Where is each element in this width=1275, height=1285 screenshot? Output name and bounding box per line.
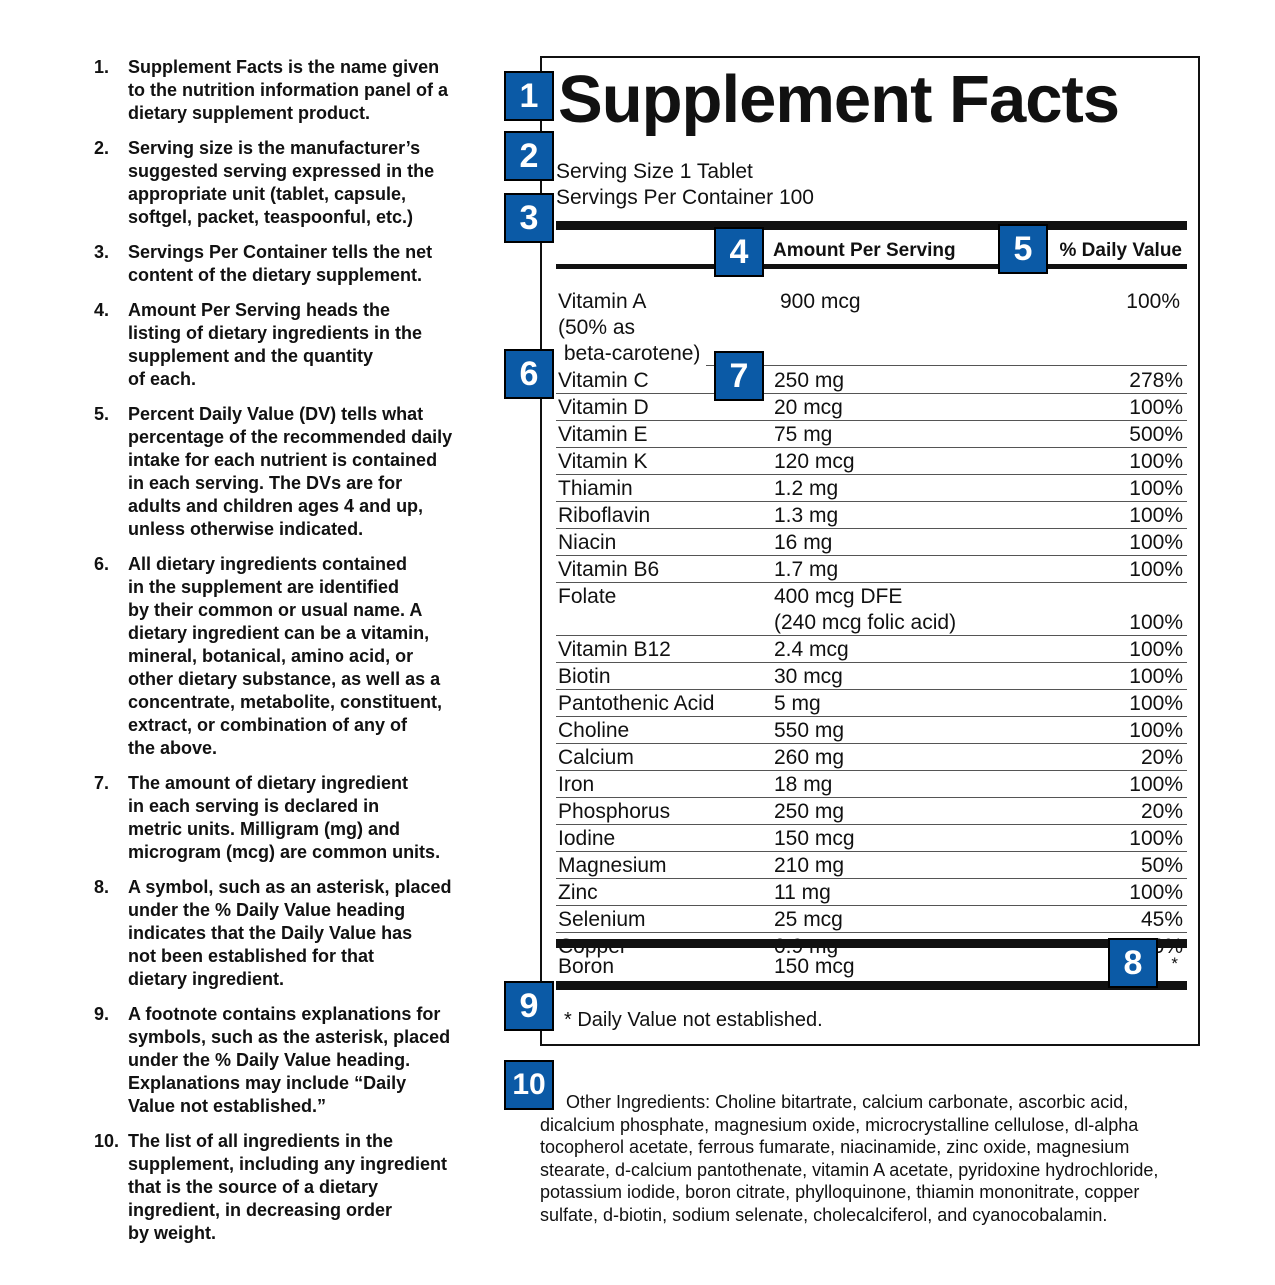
nutrient-amount: 400 mcg DFE bbox=[774, 585, 903, 608]
callout-badge-8: 8 bbox=[1108, 938, 1158, 988]
nutrient-amount: 150 mcg bbox=[774, 827, 855, 850]
nutrient-amount: 250 mg bbox=[774, 369, 845, 392]
item-text: The amount of dietary ingredient in each serving is declared in metric units. Milligram (mg) and microgram (mcg) are common units. bbox=[128, 773, 441, 862]
daily-value-header: % Daily Value bbox=[1059, 240, 1182, 261]
nutrient-name: Iron bbox=[558, 773, 595, 796]
nutrient-dv: 20% bbox=[1140, 800, 1183, 823]
thick-rule bbox=[556, 221, 1187, 230]
nutrient-row bbox=[556, 798, 1187, 825]
nutrient-row bbox=[556, 529, 1187, 556]
nutrient-name: Thiamin bbox=[558, 477, 633, 500]
nutrient-row bbox=[556, 367, 1187, 394]
nutrient-amount: 2.4 mcg bbox=[774, 638, 849, 661]
nutrient-name: Calcium bbox=[558, 746, 634, 769]
panel-title: Supplement Facts bbox=[558, 62, 1120, 137]
other-ingredients-text: Other Ingredients: Choline bitartrate, calcium carbonate, ascorbic acid, bbox=[566, 1092, 1129, 1112]
item-number: 2. bbox=[94, 138, 110, 158]
item-text: A footnote contains explanations for symbols, such as the asterisk, placed under the % Daily Value heading. Explanations may include “Daily Value not established.” bbox=[128, 1004, 451, 1116]
vitamin-a-note: (50% as bbox=[558, 316, 636, 339]
callout-badge-9: 9 bbox=[504, 981, 554, 1031]
nutrient-name: Magnesium bbox=[558, 854, 667, 877]
nutrient-amount: 1.2 mg bbox=[774, 477, 839, 500]
nutrient-amount: 16 mg bbox=[774, 531, 833, 554]
explanation-list bbox=[94, 56, 484, 1257]
nutrient-name: Niacin bbox=[558, 531, 617, 554]
callout-badge-6: 6 bbox=[504, 349, 554, 399]
nutrient-amount: 550 mg bbox=[774, 719, 845, 742]
nutrient-name: Vitamin B6 bbox=[558, 558, 660, 581]
nutrient-name: Vitamin D bbox=[558, 396, 649, 419]
nutrient-amount-note: (240 mcg folic acid) bbox=[774, 611, 957, 634]
callout-badge-4: 4 bbox=[714, 227, 764, 277]
thick-rule bbox=[556, 981, 1187, 990]
nutrient-table bbox=[556, 367, 1187, 961]
item-text: All dietary ingredients contained in the supplement are identified by their common or usual name. A dietary ingredient can be a vitamin, mineral, botanical, amino acid, or other dietary substance, as well as a concentrate, metabolite, constituent, extract, or combination of any of the above. bbox=[128, 554, 443, 758]
nutrient-dv: 100% bbox=[1129, 827, 1183, 850]
nutrient-dv: 100% bbox=[1129, 558, 1183, 581]
nutrient-dv: 100% bbox=[1129, 719, 1183, 742]
nutrient-amount: 120 mcg bbox=[774, 450, 855, 473]
boron-name: Boron bbox=[558, 955, 615, 978]
supplement-facts-panel bbox=[540, 56, 1200, 1046]
item-text: Supplement Facts is the name given to the nutrition information panel of a dietary supplement product. bbox=[128, 57, 448, 123]
nutrient-amount: 260 mg bbox=[774, 746, 845, 769]
nutrient-dv: 100% bbox=[1129, 773, 1183, 796]
item-number: 5. bbox=[94, 404, 110, 424]
nutrient-name: Vitamin C bbox=[558, 369, 649, 392]
callout-badge-3: 3 bbox=[504, 193, 554, 243]
nutrient-dv: 50% bbox=[1140, 854, 1183, 877]
servings-per-container: Servings Per Container 100 bbox=[556, 186, 814, 209]
item-text: Serving size is the manufacturer’s suggested serving expressed in the appropriate unit (tablet, capsule, softgel, packet, teaspoonful, etc.) bbox=[128, 138, 435, 227]
other-ingredients-line: sulfate, d-biotin, sodium selenate, cholecalciferol, and cyanocobalamin. bbox=[540, 1204, 1108, 1225]
nutrient-row bbox=[556, 636, 1187, 663]
nutrient-name: Phosphorus bbox=[558, 800, 671, 823]
nutrient-dv: 45% bbox=[1140, 908, 1183, 931]
other-ingredients-line: potassium iodide, boron citrate, phylloquinone, thiamin mononitrate, copper bbox=[540, 1182, 1140, 1203]
nutrient-amount: 1.7 mg bbox=[774, 558, 839, 581]
callout-badge-1: 1 bbox=[504, 71, 554, 121]
nutrient-row bbox=[556, 825, 1187, 852]
nutrient-dv: 100% bbox=[1129, 504, 1183, 527]
nutrient-dv: 100% bbox=[1129, 611, 1183, 634]
nutrient-amount: 20 mcg bbox=[774, 396, 843, 419]
row-divider bbox=[706, 365, 1187, 366]
callout-badge-2: 2 bbox=[504, 131, 554, 181]
nutrient-row bbox=[556, 744, 1187, 771]
amount-per-serving-header: Amount Per Serving bbox=[773, 240, 956, 261]
vitamin-a-note-2: beta-carotene) bbox=[558, 342, 701, 365]
nutrient-name: Folate bbox=[558, 585, 617, 608]
other-ingredients-line bbox=[540, 1091, 1200, 1114]
nutrient-amount: 11 mg bbox=[774, 881, 831, 904]
nutrient-dv: 100% bbox=[1129, 450, 1183, 473]
nutrient-row bbox=[556, 879, 1187, 906]
item-text: Percent Daily Value (DV) tells what percentage of the recommended daily intake for each nutrient is contained in each serving. The DVs are for adults and children ages 4 and up, unless otherwise indicated. bbox=[128, 404, 453, 539]
thick-rule bbox=[556, 939, 1187, 948]
item-text: The list of all ingredients in the supplement, including any ingredient that is the source of a dietary ingredient, in decreasing order by weight. bbox=[128, 1131, 448, 1243]
nutrient-row-folate bbox=[556, 583, 1187, 609]
item-number: 4. bbox=[94, 300, 110, 320]
explanation-item bbox=[94, 553, 484, 760]
nutrient-amount: 210 mg bbox=[774, 854, 845, 877]
item-text: Amount Per Serving heads the listing of dietary ingredients in the supplement and the quantity of each. bbox=[128, 300, 423, 389]
nutrient-name: Choline bbox=[558, 719, 630, 742]
item-number: 3. bbox=[94, 242, 110, 262]
nutrient-amount: 75 mg bbox=[774, 423, 833, 446]
callout-badge-5: 5 bbox=[998, 224, 1048, 274]
explanation-item bbox=[94, 876, 484, 991]
explanation-item bbox=[94, 772, 484, 864]
boron-amount: 150 mcg bbox=[774, 955, 855, 978]
nutrient-name: Biotin bbox=[558, 665, 611, 688]
other-ingredients bbox=[540, 1091, 1200, 1227]
item-number: 7. bbox=[94, 773, 110, 793]
nutrient-name: Riboflavin bbox=[558, 504, 651, 527]
explanation-item bbox=[94, 1003, 484, 1118]
serving-size: Serving Size 1 Tablet bbox=[556, 160, 753, 183]
explanation-item bbox=[94, 299, 484, 391]
nutrient-amount: 25 mcg bbox=[774, 908, 843, 931]
other-ingredients-line: stearate, d-calcium pantothenate, vitamin A acetate, pyridoxine hydrochloride, bbox=[540, 1159, 1159, 1180]
callout-badge-10: 10 bbox=[504, 1060, 554, 1110]
nutrient-row bbox=[556, 475, 1187, 502]
nutrient-name: Vitamin E bbox=[558, 423, 648, 446]
nutrient-name: Vitamin K bbox=[558, 450, 648, 473]
nutrient-row bbox=[556, 421, 1187, 448]
explanation-item bbox=[94, 1130, 484, 1245]
nutrient-row bbox=[556, 690, 1187, 717]
item-text: A symbol, such as an asterisk, placed under the % Daily Value heading indicates that the Daily Value has not been established for that dietary ingredient. bbox=[128, 877, 452, 989]
vitamin-a-name: Vitamin A bbox=[558, 290, 647, 313]
explanation-item bbox=[94, 241, 484, 287]
nutrient-dv: 20% bbox=[1140, 746, 1183, 769]
vitamin-a-amount: 900 mcg bbox=[780, 290, 861, 313]
nutrient-name: Selenium bbox=[558, 908, 646, 931]
nutrient-amount: 18 mg bbox=[774, 773, 833, 796]
nutrient-row bbox=[556, 906, 1187, 933]
nutrient-dv: 100% bbox=[1129, 638, 1183, 661]
nutrient-row bbox=[556, 771, 1187, 798]
nutrient-amount: 5 mg bbox=[774, 692, 821, 715]
item-number: 1. bbox=[94, 57, 110, 77]
vitamin-a-dv: 100% bbox=[1126, 290, 1180, 313]
header-rule bbox=[556, 264, 1187, 269]
nutrient-dv: 100% bbox=[1129, 396, 1183, 419]
nutrient-row bbox=[556, 448, 1187, 475]
nutrient-amount: 250 mg bbox=[774, 800, 845, 823]
nutrient-row bbox=[556, 502, 1187, 529]
nutrient-name: Pantothenic Acid bbox=[558, 692, 715, 715]
other-ingredients-line: dicalcium phosphate, magnesium oxide, microcrystalline cellulose, dl-alpha bbox=[540, 1114, 1139, 1135]
nutrient-dv: 100% bbox=[1129, 477, 1183, 500]
nutrient-amount: 1.3 mg bbox=[774, 504, 839, 527]
explanation-item bbox=[94, 137, 484, 229]
item-number: 8. bbox=[94, 877, 110, 897]
explanation-item bbox=[94, 403, 484, 541]
nutrient-row bbox=[556, 556, 1187, 583]
nutrient-amount: 30 mcg bbox=[774, 665, 843, 688]
item-number: 6. bbox=[94, 554, 110, 574]
nutrient-name: Iodine bbox=[558, 827, 616, 850]
item-number: 9. bbox=[94, 1004, 110, 1024]
item-text: Servings Per Container tells the net content of the dietary supplement. bbox=[128, 242, 433, 285]
nutrient-row bbox=[556, 394, 1187, 421]
footnote: * Daily Value not established. bbox=[564, 1009, 823, 1031]
nutrient-dv: 278% bbox=[1129, 369, 1183, 392]
boron-dv: * bbox=[1171, 954, 1178, 973]
other-ingredients-line: tocopherol acetate, ferrous fumarate, niacinamide, zinc oxide, magnesium bbox=[540, 1137, 1130, 1158]
callout-badge-7: 7 bbox=[714, 351, 764, 401]
nutrient-dv: 100% bbox=[1129, 531, 1183, 554]
explanation-item bbox=[94, 56, 484, 125]
nutrient-dv: 100% bbox=[1129, 665, 1183, 688]
nutrient-row bbox=[556, 852, 1187, 879]
nutrient-dv: 500% bbox=[1129, 423, 1183, 446]
nutrient-name: Vitamin B12 bbox=[558, 638, 671, 661]
nutrient-dv: 100% bbox=[1129, 692, 1183, 715]
nutrient-row-folate-cont bbox=[556, 609, 1187, 636]
item-number: 10. bbox=[94, 1131, 120, 1151]
nutrient-name: Zinc bbox=[558, 881, 598, 904]
nutrient-row bbox=[556, 663, 1187, 690]
nutrient-row bbox=[556, 717, 1187, 744]
nutrient-dv: 100% bbox=[1129, 881, 1183, 904]
